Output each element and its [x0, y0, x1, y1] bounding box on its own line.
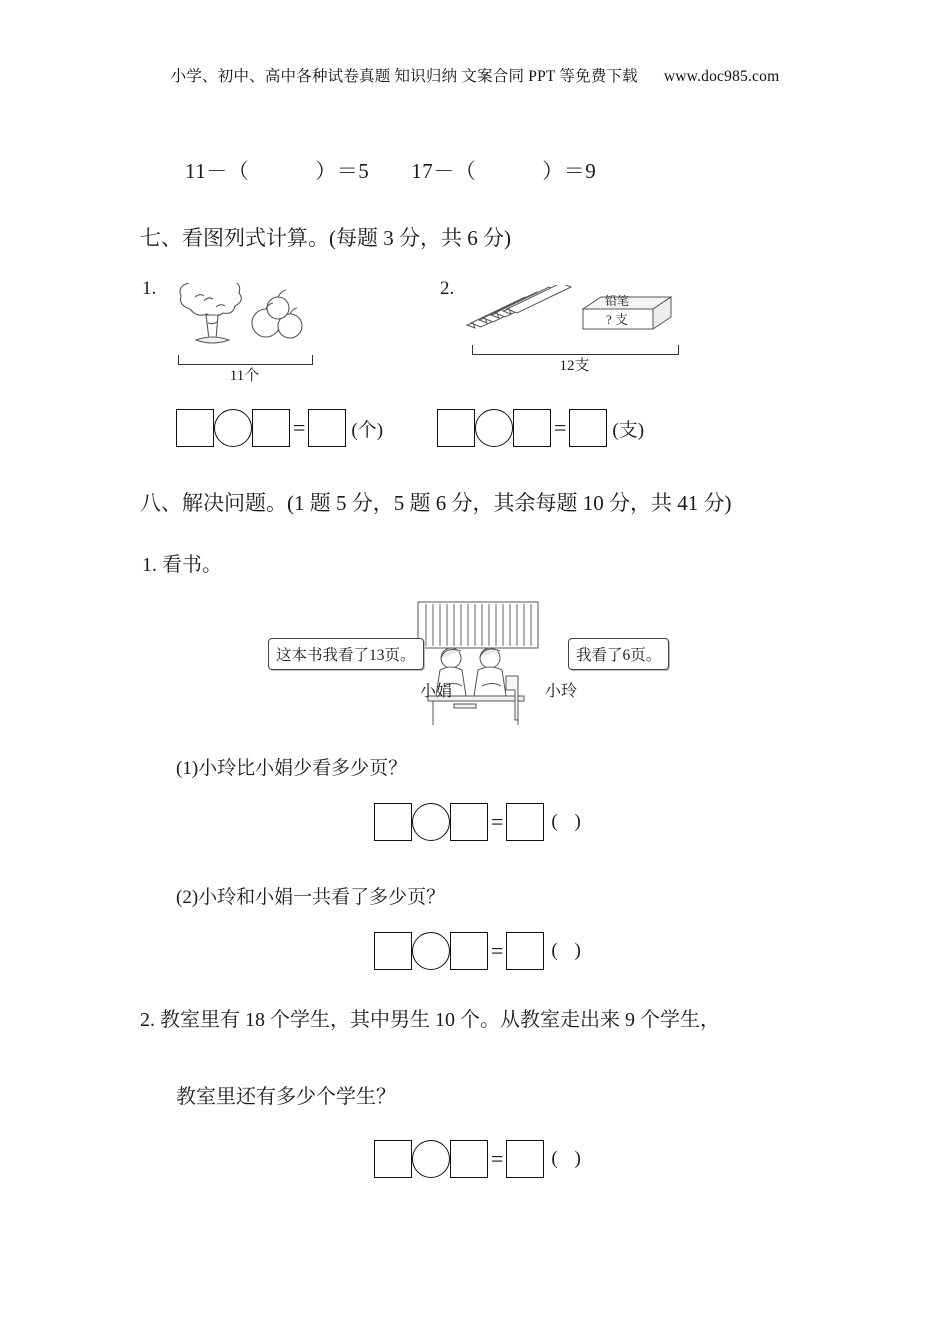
name-label-xiaojuan: 小娟: [420, 683, 453, 700]
question-8-1-label: 1. 看书。: [142, 554, 222, 576]
brace-11-items-label: 11个: [229, 368, 260, 384]
name-label-xiaoling: 小玲: [545, 683, 578, 700]
answer-box[interactable]: [374, 803, 412, 841]
pencils-and-box-illustration: [465, 285, 680, 347]
unit-paren: ( ): [551, 940, 587, 961]
fill-item-1-right: ）＝5: [315, 159, 370, 183]
answer-box[interactable]: [506, 1140, 544, 1178]
operator-circle[interactable]: [412, 803, 450, 841]
answer-box[interactable]: [450, 1140, 488, 1178]
brace-12-pencils-label: 12支: [559, 358, 590, 374]
pencil-box-question: ? 支: [605, 312, 629, 327]
equals-sign: =: [491, 809, 504, 834]
unit-paren: ( ): [551, 811, 587, 832]
answer-equation-7-2: [437, 409, 644, 447]
answer-box[interactable]: [437, 409, 475, 447]
equals-sign: =: [293, 415, 306, 440]
header-url: www.doc985.com: [663, 68, 780, 85]
equals-sign: =: [491, 1146, 504, 1171]
answer-equation-8-2: [374, 932, 587, 970]
unit-label: (个): [351, 419, 384, 441]
fill-blank-row: [185, 155, 596, 185]
fill-item-1-left: 11－（: [185, 159, 250, 183]
speech-bubble-xiaoling: 我看了6页。: [568, 638, 669, 670]
answer-box[interactable]: [450, 803, 488, 841]
answer-box[interactable]: [450, 932, 488, 970]
tree-and-apples-illustration: [170, 283, 320, 361]
unit-label: (支): [612, 419, 645, 441]
question-8-2-line1: 2. 教室里有 18 个学生，其中男生 10 个。从教室走出来 9 个学生，: [140, 1009, 720, 1031]
operator-circle[interactable]: [475, 409, 513, 447]
header-text: 小学、初中、高中各种试卷真题 知识归纳 文案合同 PPT 等免费下载: [170, 68, 638, 85]
speech-bubble-xiaojuan: 这本书我看了13页。: [268, 638, 424, 670]
answer-box[interactable]: [513, 409, 551, 447]
question-7-1-label: 1.: [142, 278, 157, 299]
pencil-box-title: 铅笔: [604, 294, 630, 308]
answer-box[interactable]: [374, 1140, 412, 1178]
answer-box[interactable]: [506, 803, 544, 841]
answer-box[interactable]: [506, 932, 544, 970]
reading-scene-illustration: [268, 600, 688, 728]
answer-equation-8-1: [374, 803, 587, 841]
answer-box[interactable]: [252, 409, 290, 447]
equals-sign: =: [491, 938, 504, 963]
question-8-2-line2: 教室里还有多少个学生？: [176, 1086, 396, 1108]
section-8-title: 八、解决问题。(1 题 5 分，5 题 6 分，其余每题 10 分，共 41 分): [140, 491, 732, 515]
operator-circle[interactable]: [412, 1140, 450, 1178]
answer-equation-7-1: [176, 409, 383, 447]
fill-item-2-right: ）＝9: [542, 159, 597, 183]
answer-box[interactable]: [569, 409, 607, 447]
fill-item-2-left: 17－（: [411, 159, 477, 183]
answer-box[interactable]: [374, 932, 412, 970]
sub-question-1: (1)小玲比小娟少看多少页？: [176, 758, 408, 779]
operator-circle[interactable]: [412, 932, 450, 970]
section-7-title: 七、看图列式计算。(每题 3 分，共 6 分): [140, 226, 511, 250]
answer-equation-8-3: [374, 1140, 587, 1178]
equals-sign: =: [554, 415, 567, 440]
operator-circle[interactable]: [214, 409, 252, 447]
unit-paren: ( ): [551, 1148, 587, 1169]
answer-box[interactable]: [308, 409, 346, 447]
question-7-2-label: 2.: [440, 278, 455, 299]
answer-box[interactable]: [176, 409, 214, 447]
page-header: [0, 64, 950, 86]
sub-question-2: (2)小玲和小娟一共看了多少页？: [176, 887, 446, 908]
